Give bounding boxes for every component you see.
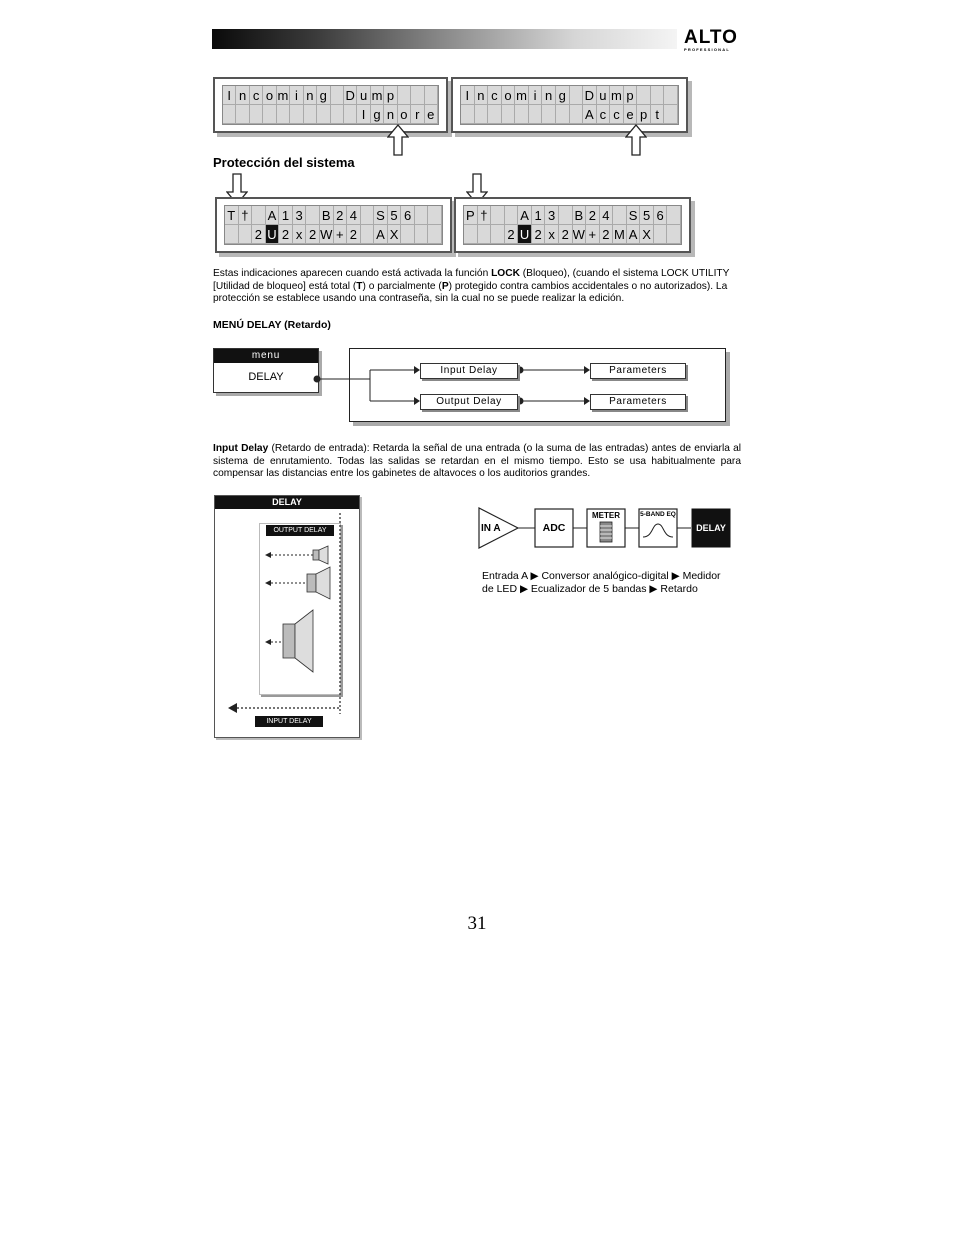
lcd-cell: u [597, 86, 611, 105]
lcd-cell: B [573, 206, 587, 225]
lcd-cell: e [624, 105, 638, 124]
lcd-cell: g [371, 105, 384, 124]
lcd-cell: W [573, 225, 587, 244]
output-delay-parameters-button[interactable]: Parameters [590, 394, 686, 410]
section-title-delay-menu: MENÚ DELAY (Retardo) [213, 319, 331, 331]
lcd-cell: A [627, 225, 641, 244]
output-delay-label: OUTPUT DELAY [266, 525, 334, 536]
lcd-cell: I [461, 86, 475, 105]
lcd-cell: 2 [559, 225, 573, 244]
lcd-cell: o [263, 86, 276, 105]
input-delay-label: INPUT DELAY [255, 716, 323, 727]
lcd-cell: 2 [505, 225, 519, 244]
section-title-protection: Protección del sistema [213, 155, 355, 170]
lcd-cell: 6 [401, 206, 415, 225]
lcd-cell: M [613, 225, 627, 244]
lcd-cell: U [518, 225, 532, 244]
signal-in-a-label: IN A [481, 523, 501, 534]
lcd-cell: + [586, 225, 600, 244]
lcd-cell: X [388, 225, 402, 244]
lcd-cell: p [637, 105, 651, 124]
lcd-cell: 5 [388, 206, 402, 225]
lcd-cell: I [223, 86, 236, 105]
lcd-cell: m [610, 86, 624, 105]
lcd-cell: 2 [586, 206, 600, 225]
lcd-cell: c [250, 86, 263, 105]
lcd-cell: g [317, 86, 330, 105]
lcd-cell: n [304, 86, 317, 105]
lcd-cell: o [398, 105, 411, 124]
lcd-cell: S [627, 206, 641, 225]
lcd-cell: A [266, 206, 280, 225]
lcd-cell: W [320, 225, 334, 244]
lcd-cell: n [384, 105, 397, 124]
lcd-cell: S [374, 206, 388, 225]
signal-eq-label: 5-BAND EQ [640, 511, 676, 518]
lcd-cell: c [488, 86, 502, 105]
lcd-cell: 3 [293, 206, 307, 225]
alto-logo: ALTO PROFESSIONAL [684, 27, 738, 52]
lcd-cell: D [583, 86, 597, 105]
lcd-cell: p [384, 86, 397, 105]
lcd-cell: t [651, 105, 665, 124]
lcd-cell: 2 [334, 206, 348, 225]
lcd-cell: r [411, 105, 424, 124]
lcd-cell: p [624, 86, 638, 105]
lcd-cell: m [277, 86, 290, 105]
page-number: 31 [467, 913, 487, 934]
output-delay-button[interactable]: Output Delay [420, 394, 518, 410]
delay-speaker-diagram [214, 495, 360, 738]
signal-meter-label: METER [592, 511, 620, 520]
lcd-cell: 2 [306, 225, 320, 244]
lcd-cell: X [640, 225, 654, 244]
signal-delay-label: DELAY [696, 523, 726, 533]
speaker-icons [215, 496, 359, 737]
lcd-cell: P [464, 206, 478, 225]
lcd-cell: n [236, 86, 249, 105]
lcd-cell: x [545, 225, 559, 244]
lcd-cell: e [425, 105, 438, 124]
lcd-cell: o [502, 86, 516, 105]
lcd-cell: 1 [532, 206, 546, 225]
lcd-cell: c [597, 105, 611, 124]
lcd-cell: n [475, 86, 489, 105]
lcd-cell: 2 [600, 225, 614, 244]
lcd-cell: B [320, 206, 334, 225]
input-delay-parameters-button[interactable]: Parameters [590, 363, 686, 379]
lcd-cell: A [583, 105, 597, 124]
lcd-cell: 2 [252, 225, 266, 244]
protection-description: Estas indicaciones aparecen cuando está activada la función LOCK (Bloqueo), (cuando el sistema LOCK UTILITY [Utilidad de bloqueo] está total (T) o parcialmente (P) protegido contra cambios accidentales o no autorizados). La protección se establece usando una contraseña, sin la cual no se puede realizar la edición. [213, 268, 730, 305]
lcd-cell: 4 [347, 206, 361, 225]
lcd-cell: 1 [279, 206, 293, 225]
lcd-cell: i [290, 86, 303, 105]
lcd-cell: 4 [600, 206, 614, 225]
lcd-cell: T [225, 206, 239, 225]
lcd-cell: x [293, 225, 307, 244]
lcd-cell: n [542, 86, 556, 105]
lcd-cell: 3 [545, 206, 559, 225]
lcd-cell: + [334, 225, 348, 244]
lcd-cell: i [529, 86, 543, 105]
lcd-cell: m [371, 86, 384, 105]
delay-diagram-header: DELAY [215, 496, 359, 509]
lcd-cell: U [266, 225, 280, 244]
lcd-cell: u [357, 86, 370, 105]
menu-connector-lines [0, 0, 954, 450]
signal-chain-caption: Entrada A ▶ Conversor analógico-digital ▶ Medidor de LED ▶ Ecualizador de 5 bandas ▶ Retardo [482, 570, 721, 595]
lcd-cell: g [556, 86, 570, 105]
lcd-cell: 2 [279, 225, 293, 244]
signal-adc-label: ADC [542, 522, 566, 534]
lcd-cell: D [344, 86, 357, 105]
lcd-cell: c [610, 105, 624, 124]
lcd-cell: 2 [532, 225, 546, 244]
menu-item-delay: DELAY [248, 371, 284, 383]
lcd-cell: A [374, 225, 388, 244]
lcd-cell: † [239, 206, 253, 225]
menu-header: menu [214, 349, 318, 363]
lcd-cell: 2 [347, 225, 361, 244]
lcd-cell: † [478, 206, 492, 225]
lcd-cell: m [515, 86, 529, 105]
input-delay-description: Input Delay (Retardo de entrada): Retarda la señal de una entrada (o la suma de las entradas) antes de enviarla al sistema de enrutamiento. Todas las salidas se retardan en el mismo tiempo. Esto se usa habitualmente para compensar las distancias entre los gabinetes de altavoces o los auditorios grandes. [213, 443, 741, 480]
input-delay-button[interactable]: Input Delay [420, 363, 518, 379]
lcd-cell: 6 [654, 206, 668, 225]
lcd-cell: I [357, 105, 370, 124]
lcd-cell: 5 [640, 206, 654, 225]
lcd-cell: A [518, 206, 532, 225]
